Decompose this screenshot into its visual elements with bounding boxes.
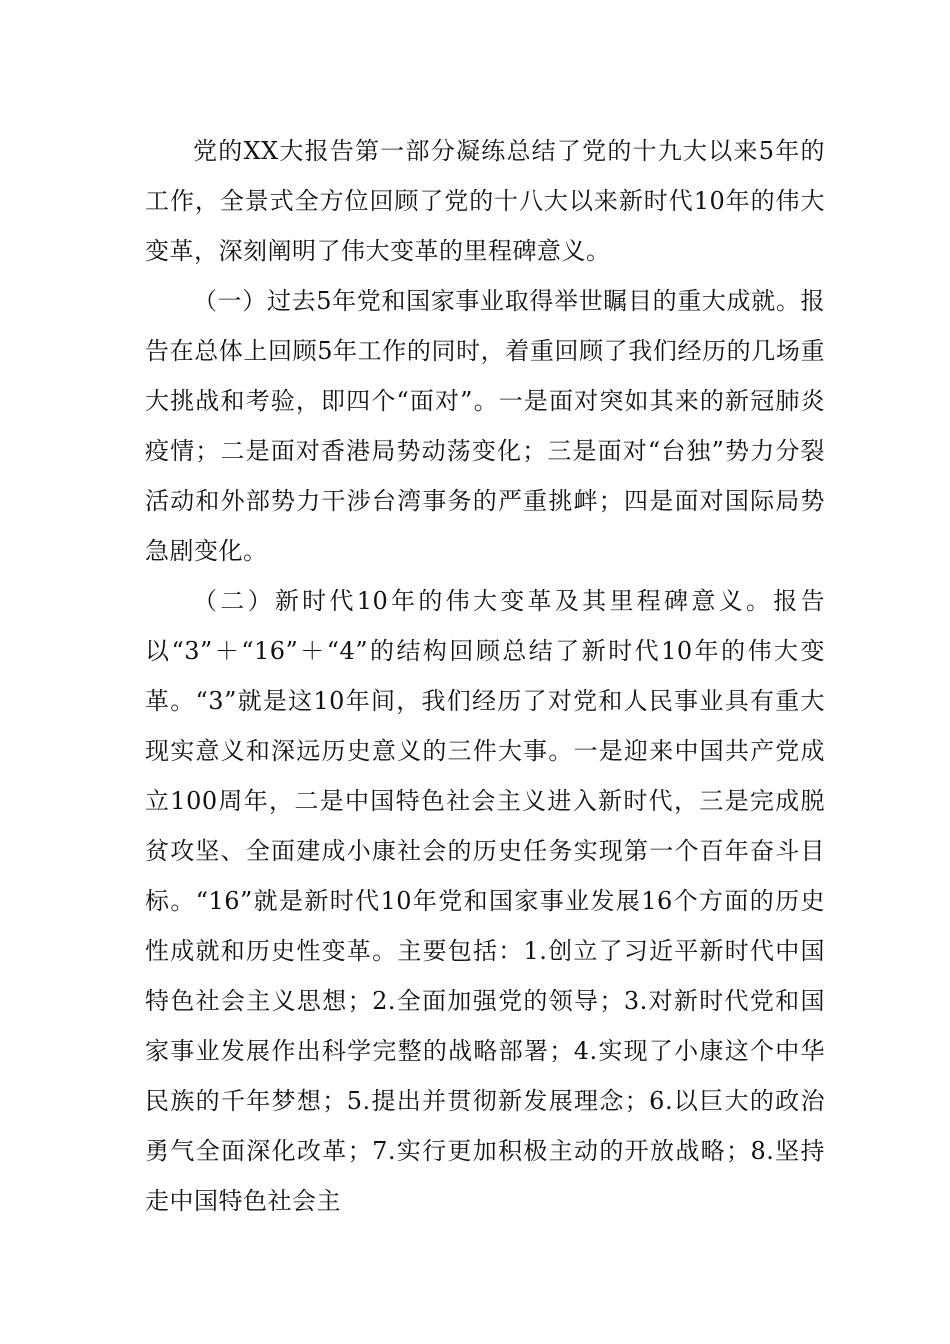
paragraph-section-two: （二）新时代10年的伟大变革及其里程碑意义。报告以“3”＋“16”＋“4”的结构回顾总结了新时代10年的伟大变革。“3”就是这10年间，我们经历了对党和人民事业具有重大现实意义和深远历史意义的三件大事。一是迎来中国共产党成立100周年，二是中国特色社会主义进入新时代，三是完成脱贫攻坚、全面建成小康社会的历史任务实现第一个百年奋斗目标。“16”就是新时代10年党和国家事业发展16个方面的历史性成就和历史性变革。主要包括：1.创立了习近平新时代中国特色社会主义思想；2.全面加强党的领导；3.对新时代党和国家事业发展作出科学完整的战略部署；4.实现了小康这个中华民族的千年梦想；5.提出并贯彻新发展理念；6.以巨大的政治勇气全面深化改革；7.实行更加积极主动的开放战略；8.坚持走中国特色社会主 <box>145 587 825 1215</box>
paragraph-section-one: （一）过去5年党和国家事业取得举世瞩目的重大成就。报告在总体上回顾5年工作的同时，着重回顾了我们经历的几场重大挑战和考验，即四个“面对”。一是面对突如其来的新冠肺炎疫情；二是面对香港局势动荡变化；三是面对“台独”势力分裂活动和外部势力干涉台湾事务的严重挑衅；四是面对国际局势急剧变化。 <box>145 287 825 565</box>
document-body <box>145 126 825 1226</box>
paragraph-intro: 党的XX大报告第一部分凝练总结了党的十九大以来5年的工作，全景式全方位回顾了党的十八大以来新时代10年的伟大变革，深刻阐明了伟大变革的里程碑意义。 <box>145 137 825 265</box>
